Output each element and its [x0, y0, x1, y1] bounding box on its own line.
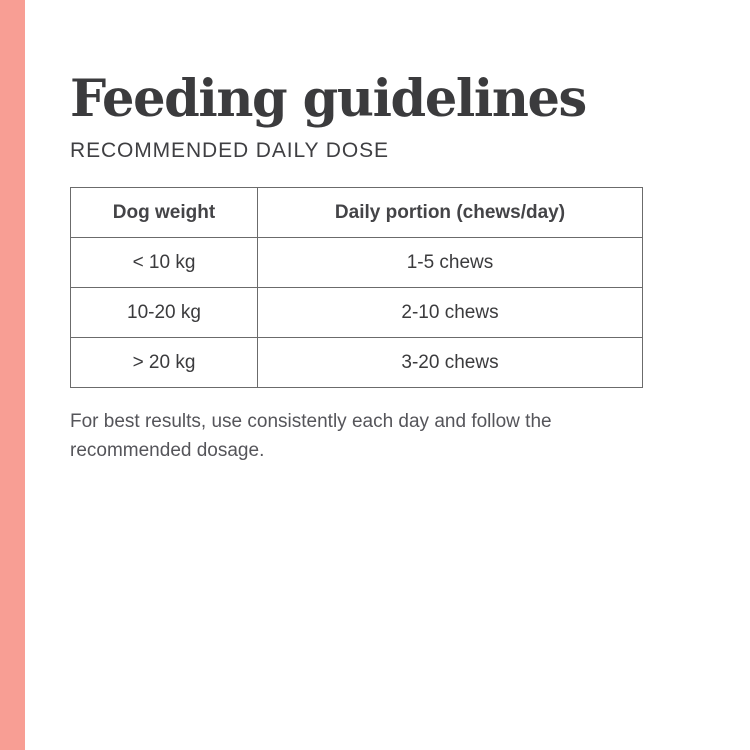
- section-subtitle: RECOMMENDED DAILY DOSE: [70, 139, 389, 162]
- usage-note: For best results, use consistently each day and follow the recommended dosage.: [70, 411, 552, 461]
- header-dog-weight: Dog weight: [71, 188, 258, 238]
- weight-cell: < 10 kg: [71, 238, 258, 288]
- portion-cell: 1-5 chews: [258, 238, 643, 288]
- accent-sidebar-bar: [0, 0, 25, 750]
- header-daily-portion: Daily portion (chews/day): [258, 188, 643, 238]
- feeding-guidelines-section: [70, 66, 670, 484]
- portion-cell: 2-10 chews: [258, 288, 643, 338]
- table-row: [71, 238, 643, 288]
- weight-cell: 10-20 kg: [71, 288, 258, 338]
- table-header-row: [71, 188, 643, 238]
- weight-cell: > 20 kg: [71, 338, 258, 388]
- page-title: Feeding guidelines: [70, 69, 586, 129]
- dosage-table: [70, 187, 643, 388]
- portion-cell: 3-20 chews: [258, 338, 643, 388]
- table-row: [71, 338, 643, 388]
- table-row: [71, 288, 643, 338]
